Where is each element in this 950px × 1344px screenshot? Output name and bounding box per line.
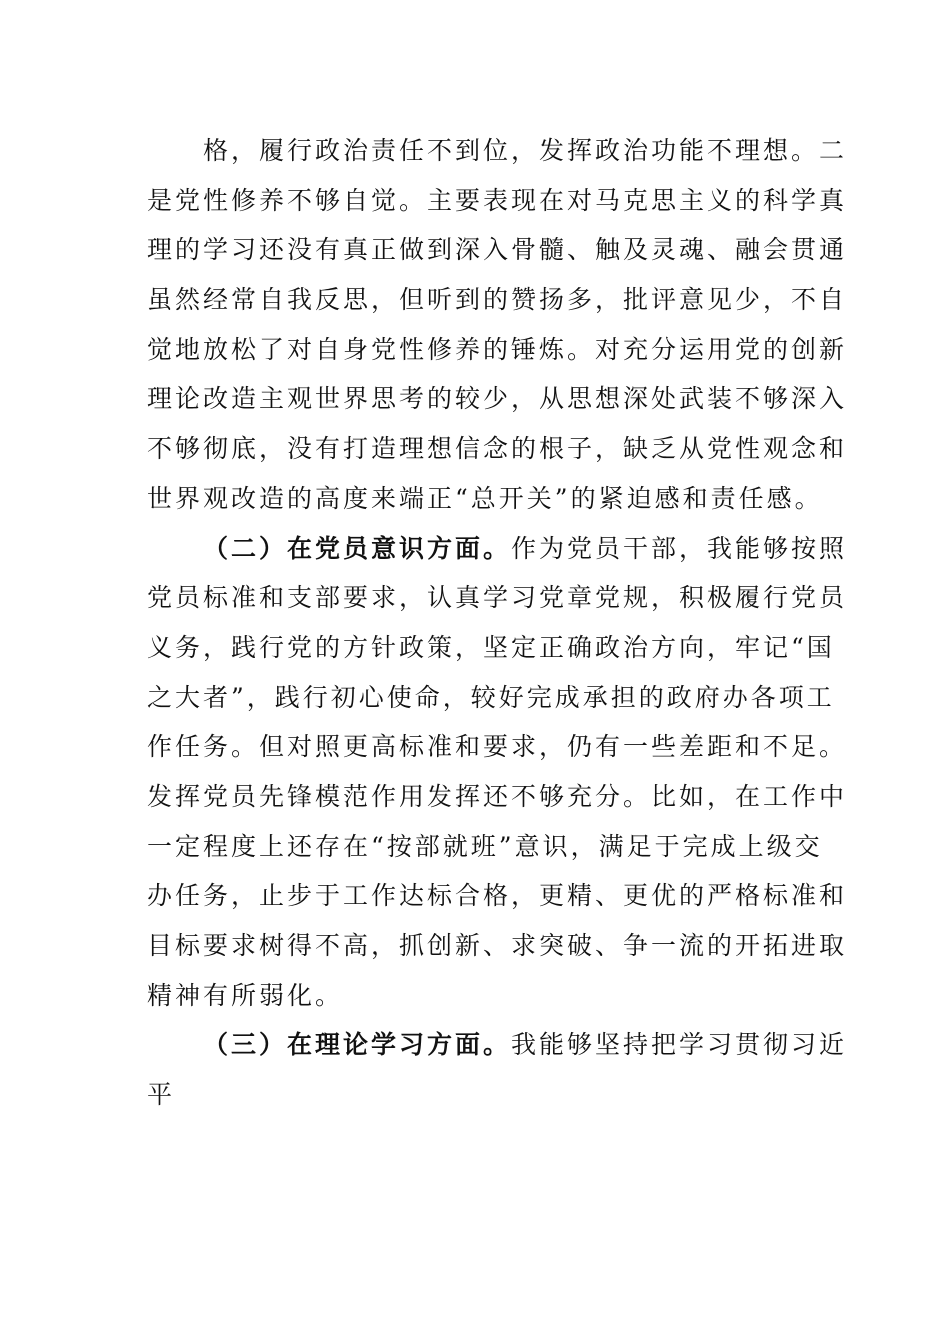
line-text: 平 <box>147 1080 176 1110</box>
text-line <box>147 474 823 524</box>
document-body <box>147 126 848 1120</box>
text-line <box>147 374 848 424</box>
text-line <box>147 871 848 921</box>
line-text: 是党性修养不够自觉。主要表现在对马克思主义的科学真 <box>147 185 848 215</box>
line-text: 我能够坚持把学习贯彻习近 <box>511 1030 848 1060</box>
text-line <box>147 772 848 822</box>
line-text: 格，履行政治责任不到位，发挥政治功能不理想。二 <box>203 136 848 165</box>
section-heading: （三）在理论学习方面。 <box>203 1030 512 1060</box>
text-line <box>147 921 848 971</box>
line-text: 世界观改造的高度来端正“总开关”的紧迫感和责任感。 <box>147 483 823 513</box>
text-line <box>147 673 835 723</box>
line-text: 办任务，止步于工作达标合格，更精、更优的严格标准和 <box>147 881 848 911</box>
text-line <box>147 325 848 375</box>
text-line <box>147 176 848 226</box>
line-text: 精神有所弱化。 <box>147 980 344 1010</box>
text-line <box>147 722 848 772</box>
line-text: 作任务。但对照更高标准和要求，仍有一些差距和不足。 <box>147 732 848 762</box>
line-text: 一定程度上还存在“按部就班”意识，满足于完成上级交 <box>147 831 823 861</box>
text-line <box>147 1070 807 1120</box>
text-line <box>147 623 835 673</box>
line-text: 理的学习还没有真正做到深入骨髓、触及灵魂、融会贯通 <box>147 235 848 265</box>
line-text: 不够彻底，没有打造理想信念的根子，缺乏从党性观念和 <box>147 434 848 464</box>
line-text: 作为党员干部，我能够按照 <box>511 533 848 563</box>
line-text: 觉地放松了对自身党性修养的锤炼。对充分运用党的创新 <box>147 334 848 364</box>
text-line <box>147 225 848 275</box>
line-text: 党员标准和支部要求，认真学习党章党规，积极履行党员 <box>147 583 848 613</box>
text-line <box>147 1020 848 1070</box>
text-line <box>147 971 807 1021</box>
text-line <box>147 126 848 176</box>
text-line <box>147 524 848 574</box>
text-line <box>147 275 848 325</box>
line-text: 虽然经常自我反思，但听到的赞扬多，批评意见少，不自 <box>147 285 848 315</box>
line-text: 义务，践行党的方针政策，坚定正确政治方向，牢记“国 <box>147 632 835 662</box>
line-text: 理论改造主观世界思考的较少，从思想深处武装不够深入 <box>147 384 848 414</box>
text-line <box>147 424 848 474</box>
line-text: 发挥党员先锋模范作用发挥还不够充分。比如，在工作中 <box>147 781 848 811</box>
text-line <box>147 822 823 872</box>
text-line <box>147 573 848 623</box>
line-text: 目标要求树得不高，抓创新、求突破、争一流的开拓进取 <box>147 931 848 960</box>
section-heading: （二）在党员意识方面。 <box>203 533 512 563</box>
line-text: 之大者”，践行初心使命，较好完成承担的政府办各项工 <box>147 682 835 712</box>
